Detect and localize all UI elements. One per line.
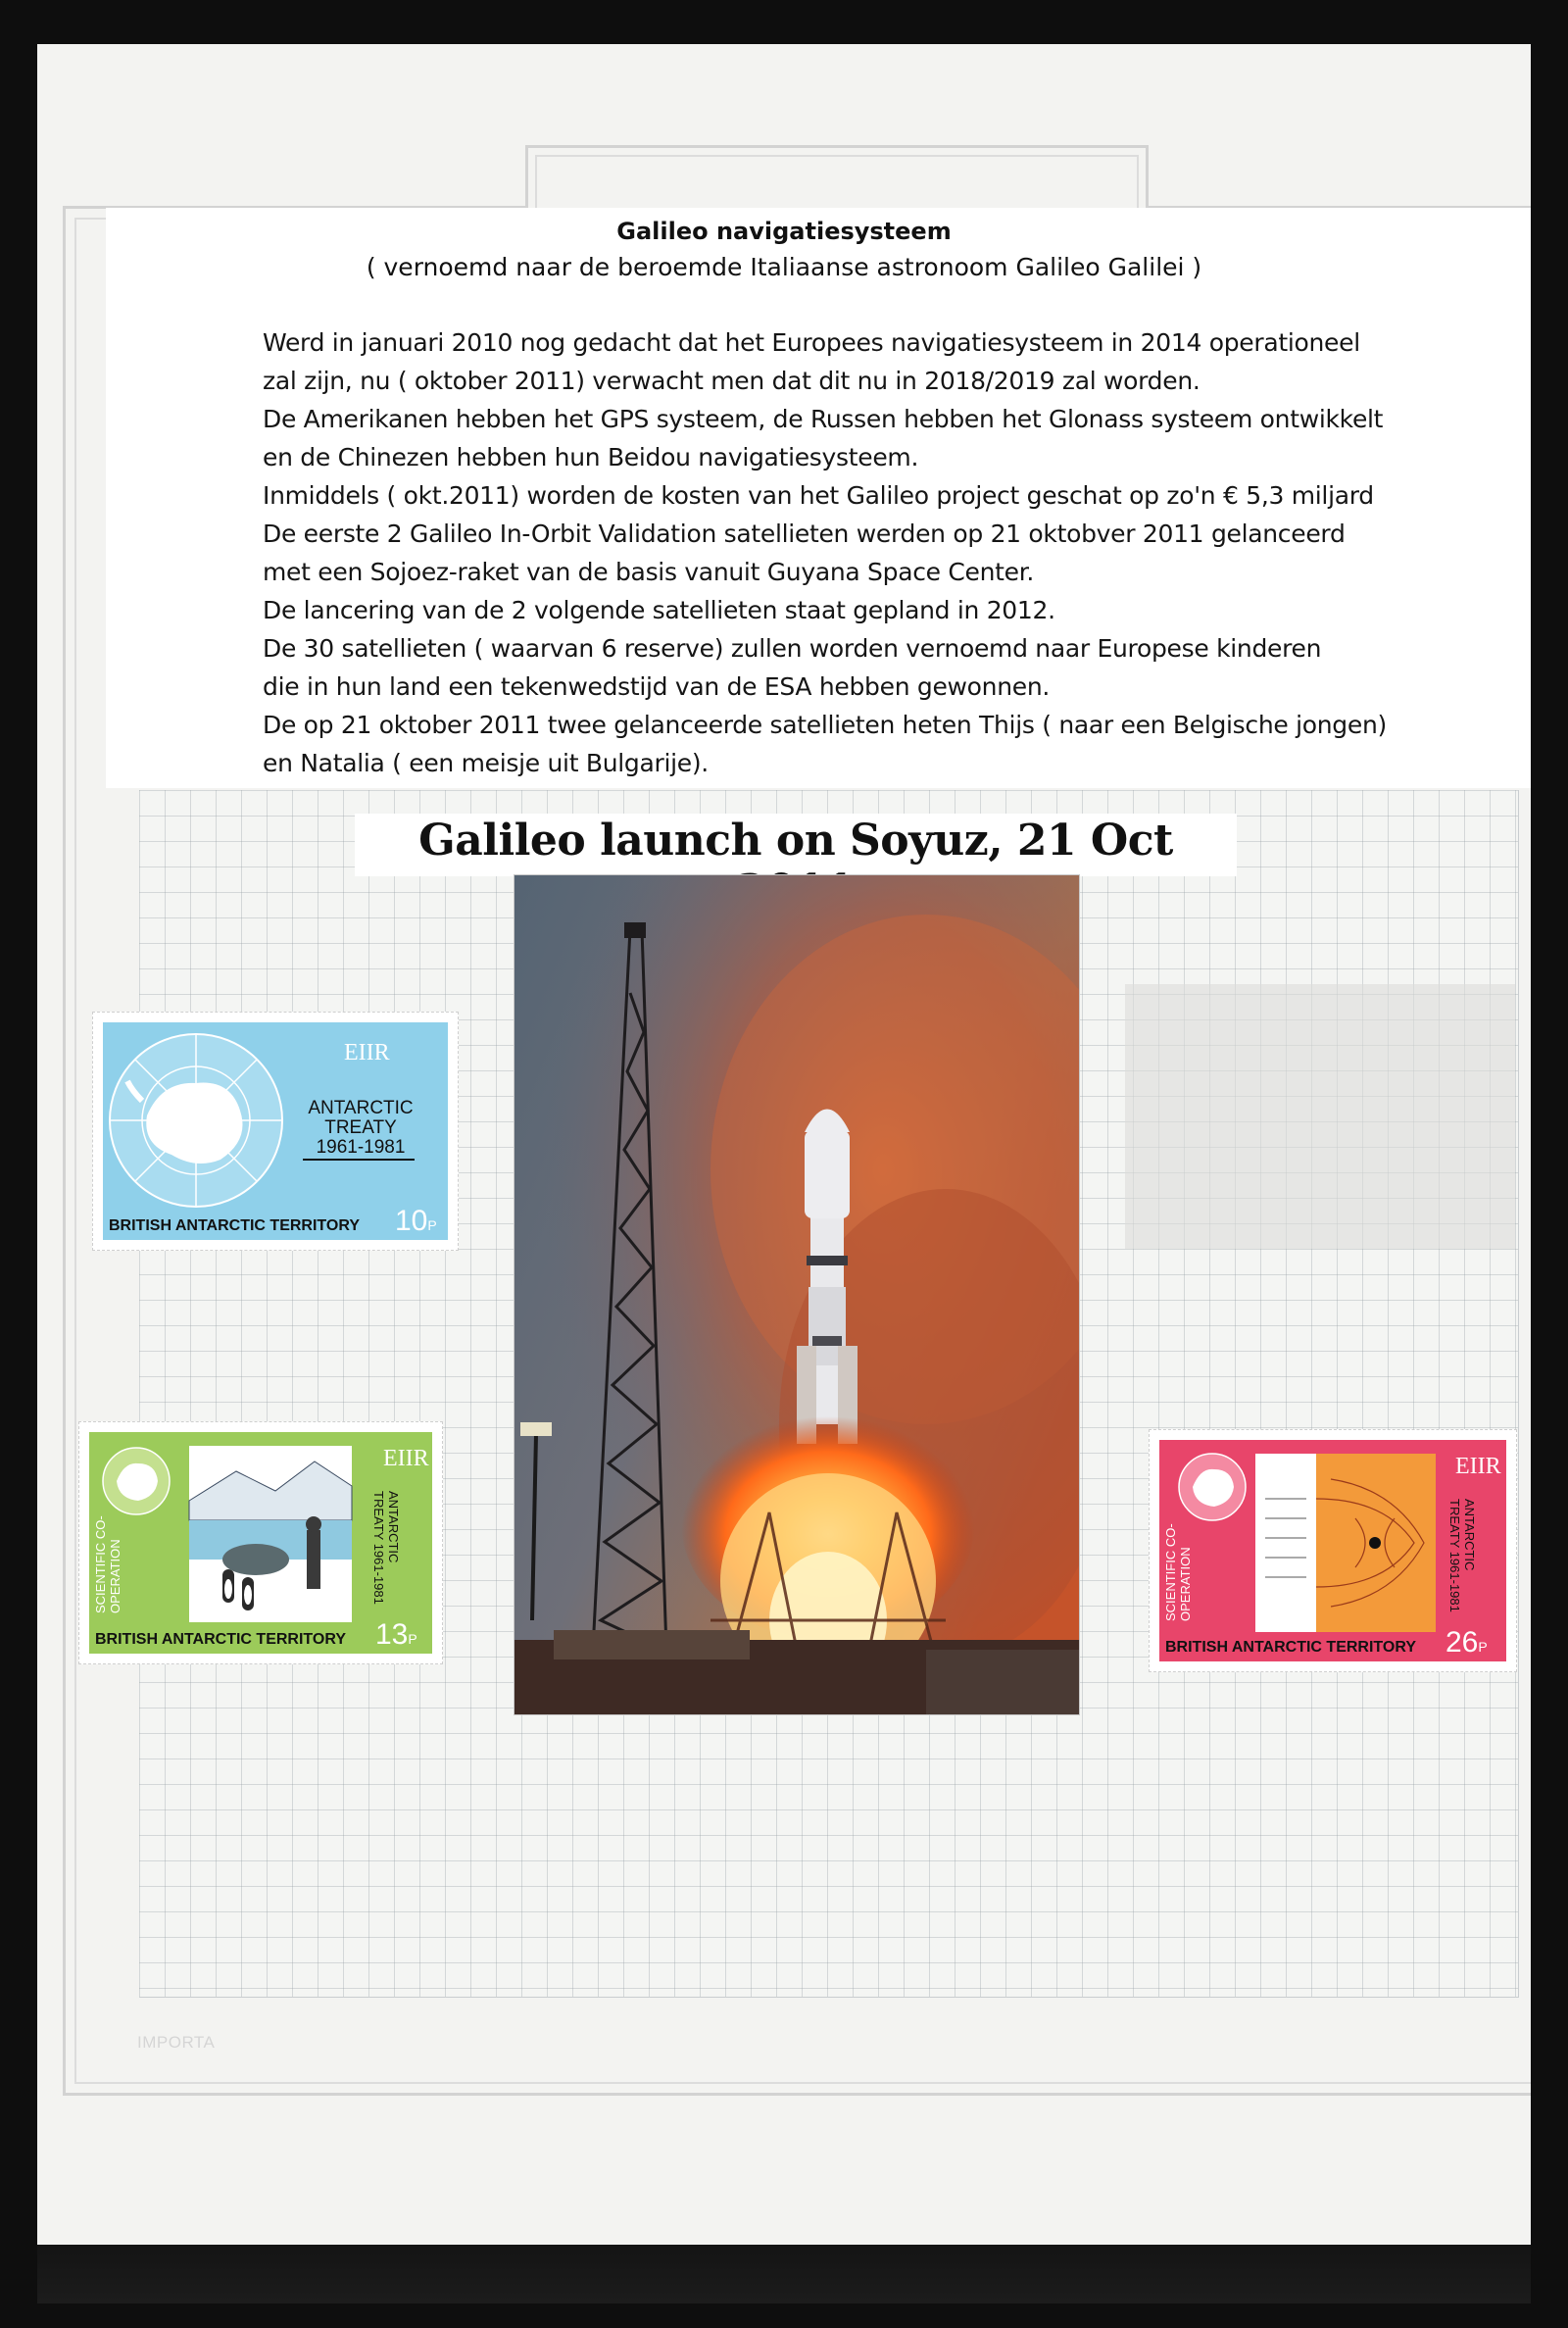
page-bottom-shadow xyxy=(37,2245,1531,2303)
stamp-design xyxy=(103,1022,448,1240)
stamp-territory-label: BRITISH ANTARCTIC TERRITORY xyxy=(95,1631,346,1648)
stamp-value-number: 26 xyxy=(1446,1626,1479,1659)
description-line: De op 21 oktober 2011 twee gelanceerde satellieten heten Thijs ( naar een Belgische jongen) xyxy=(263,711,1387,739)
pencil-note: IMPORTA xyxy=(137,2033,216,2052)
stamp-antarctic-treaty-10p[interactable] xyxy=(92,1012,459,1251)
stamp-face-value xyxy=(1446,1626,1488,1659)
treaty-line: TREATY xyxy=(324,1117,397,1138)
description-line: De 30 satellieten ( waarvan 6 reserve) zullen worden vernoemd naar Europese kinderen xyxy=(263,634,1322,663)
stamp-face-value xyxy=(375,1618,417,1652)
stamp-face-value xyxy=(395,1205,437,1238)
stamp-value-unit: P xyxy=(408,1631,417,1647)
treaty-line: 1961-1981 xyxy=(316,1137,406,1158)
stamp-territory-label: BRITISH ANTARCTIC TERRITORY xyxy=(1165,1639,1416,1656)
treaty-text xyxy=(305,1099,416,1158)
stamp-value-number: 10 xyxy=(395,1205,428,1237)
description-subtitle: ( vernoemd naar de beroemde Italiaanse astronoom Galileo Galilei ) xyxy=(366,253,1202,281)
stamp-mount-empty xyxy=(1125,984,1515,1249)
description-line: met een Sojoez-raket van de basis vanuit Guyana Space Center. xyxy=(263,558,1035,586)
description-line: Inmiddels ( okt.2011) worden de kosten van het Galileo project geschat op zo'n € 5,3 miljard xyxy=(263,481,1374,510)
stamp-design xyxy=(89,1432,432,1654)
launch-photo-image xyxy=(514,875,1080,1715)
description-line: De Amerikanen hebben het GPS systeem, de Russen hebben het Glonass systeem ontwikkelt xyxy=(263,405,1384,433)
royal-cipher: EIIR xyxy=(344,1040,390,1065)
description-line: Werd in januari 2010 nog gedacht dat het Europees navigatiesysteem in 2014 operationeel xyxy=(263,328,1360,357)
description-title: Galileo navigatiesysteem xyxy=(616,218,952,245)
royal-cipher: EIIR xyxy=(383,1446,429,1471)
launch-photo xyxy=(514,874,1080,1715)
stamp-value-unit: P xyxy=(1478,1639,1488,1655)
description-line: De eerste 2 Galileo In-Orbit Validation satellieten werden op 21 oktobver 2011 gelanceerd xyxy=(263,520,1346,548)
stamp-territory-label: BRITISH ANTARCTIC TERRITORY xyxy=(109,1217,360,1234)
stamp-penguins-13p[interactable] xyxy=(78,1421,443,1664)
stamp-magnetosphere-26p[interactable] xyxy=(1149,1429,1517,1672)
stamp-value-number: 13 xyxy=(375,1618,409,1651)
stamp-side-text: SCIENTIFIC CO-OPERATION xyxy=(1163,1523,1193,1621)
stamp-treaty-text: ANTARCTIC TREATY 1961-1981 xyxy=(1447,1499,1477,1612)
description-line: die in hun land een tekenwedstijd van de ESA hebben gewonnen. xyxy=(263,672,1051,701)
description-line: en Natalia ( een meisje uit Bulgarije). xyxy=(263,749,709,777)
treaty-line: ANTARCTIC xyxy=(308,1098,414,1118)
royal-cipher: EIIR xyxy=(1455,1454,1501,1479)
description-paragraph xyxy=(263,323,1439,782)
stamp-value-unit: P xyxy=(427,1217,437,1233)
description-line: zal zijn, nu ( oktober 2011) verwacht men dat dit nu in 2018/2019 zal worden. xyxy=(263,367,1200,395)
description-line: De lancering van de 2 volgende satellieten staat gepland in 2012. xyxy=(263,596,1055,624)
stamp-design xyxy=(1159,1440,1506,1661)
stamp-treaty-text: ANTARCTIC TREATY 1961-1981 xyxy=(371,1491,401,1605)
headline: Galileo launch on Soyuz, 21 Oct xyxy=(418,816,1173,866)
stamp-side-text: SCIENTIFIC CO-OPERATION xyxy=(93,1515,122,1613)
description-line: en de Chinezen hebben hun Beidou navigatiesysteem. xyxy=(263,443,919,471)
